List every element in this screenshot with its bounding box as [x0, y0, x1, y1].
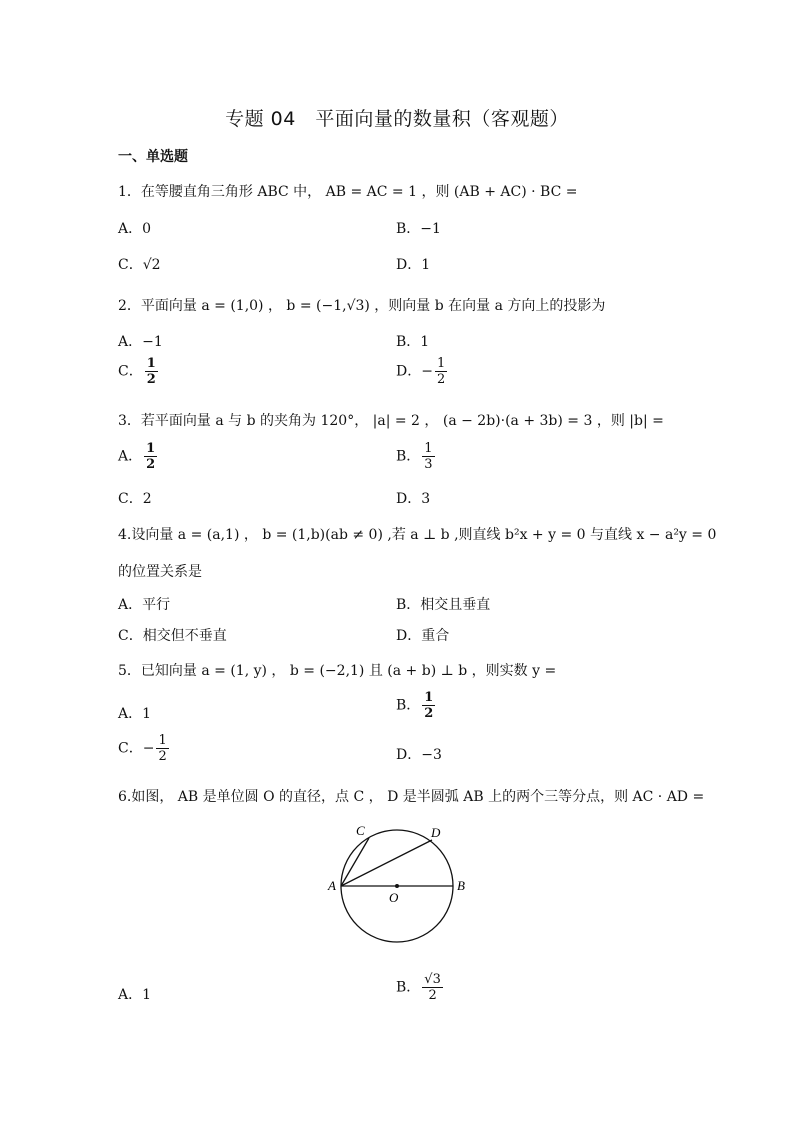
q5-option-b-fraction: [422, 690, 435, 721]
denominator: 2: [424, 706, 434, 721]
q3-option-a: [118, 441, 159, 472]
q5-option-c-label: C．−: [118, 740, 155, 757]
question-6-stem: 6.如图， AB 是单位圆 O 的直径，点 C ， D 是半圆弧 AB 上的两个三等分点，则 AC · AD =: [118, 789, 705, 805]
numerator: √3: [424, 972, 441, 987]
q5-option-c-fraction: [156, 733, 168, 764]
q3-option-a-fraction: [144, 441, 157, 472]
q6-option-b: [396, 972, 445, 1003]
q4-option-a: A．平行: [118, 597, 171, 613]
q5-option-a: A．1: [118, 706, 152, 722]
q2-option-b: B．1: [396, 334, 430, 350]
q2-option-c-label: C．: [118, 363, 143, 380]
q5-option-c: [118, 733, 171, 764]
numerator: 1: [424, 690, 434, 705]
label-c: C: [356, 823, 365, 838]
q6-option-b-label: B．: [396, 979, 421, 996]
label-b: B: [457, 878, 465, 893]
question-4-stem-line1: 4.设向量 a = (a,1) ， b = (1,b)(ab ≠ 0) ,若 a ⊥ b ,则直线 b²x + y = 0 与直线 x − a²y = 0: [118, 527, 717, 543]
q2-option-c: [118, 356, 160, 387]
q4-option-d: D．重合: [396, 628, 450, 644]
q5-option-b-label: B．: [396, 697, 421, 714]
q5-option-d: D．−3: [396, 747, 442, 763]
q4-option-b: B．相交且垂直: [396, 597, 491, 613]
q1-option-b: B．−1: [396, 221, 441, 237]
denominator: 2: [428, 988, 437, 1003]
q2-option-d-label: D．−: [396, 363, 433, 380]
question-2-stem: 2．平面向量 a = (1,0) ， b = (−1,√3) ，则向量 b 在向量 a 方向上的投影为: [118, 298, 606, 314]
unit-circle-figure: [320, 818, 480, 948]
q1-option-c: C．√2: [118, 257, 161, 273]
q2-option-d: [396, 356, 449, 387]
q2-option-d-fraction: [435, 356, 447, 387]
q6-option-a: A．1: [118, 987, 152, 1003]
denominator: 2: [146, 457, 156, 472]
q1-option-a: A．0: [118, 221, 152, 237]
q2-option-a: A．−1: [118, 334, 163, 350]
q3-option-b-label: B．: [396, 448, 421, 465]
q3-option-d: D．3: [396, 491, 431, 507]
q3-option-b: [396, 441, 437, 472]
numerator: 1: [146, 441, 156, 456]
question-3-stem: 3．若平面向量 a 与 b 的夹角为 120°， |a| = 2 ， (a − 2b)·(a + 3b) = 3 ，则 |b| =: [118, 413, 664, 429]
denominator: 2: [436, 372, 446, 387]
numerator: 1: [158, 733, 167, 748]
q4-option-c: C．相交但不垂直: [118, 628, 227, 644]
q3-option-a-label: A．: [118, 448, 143, 465]
numerator: 1: [146, 356, 156, 371]
question-5-stem: 5．已知向量 a = (1, y) ， b = (−2,1) 且 (a + b) ⊥ b ，则实数 y =: [118, 663, 557, 679]
q2-option-c-fraction: [145, 356, 158, 387]
q3-option-c: C．2: [118, 491, 152, 507]
question-1-stem: 1．在等腰直角三角形 ABC 中， AB = AC = 1 ，则 (AB + AC) · BC =: [118, 184, 578, 200]
denominator: 2: [146, 372, 156, 387]
question-4-stem-line2: 的位置关系是: [118, 564, 202, 580]
q5-option-b: [396, 690, 437, 721]
page-title: 专题 04 平面向量的数量积（客观题）: [225, 108, 569, 130]
section-heading: 一、单选题: [118, 149, 188, 165]
label-d: D: [431, 825, 441, 840]
center-point: [395, 884, 399, 888]
numerator: 1: [424, 441, 433, 456]
denominator: 2: [158, 749, 167, 764]
label-a: A: [328, 878, 336, 893]
q6-option-b-fraction: [422, 972, 443, 1003]
numerator: 1: [436, 356, 446, 371]
q3-option-b-fraction: [422, 441, 434, 472]
q1-option-d: D．1: [396, 257, 431, 273]
denominator: 3: [424, 457, 433, 472]
label-o: O: [389, 890, 399, 905]
